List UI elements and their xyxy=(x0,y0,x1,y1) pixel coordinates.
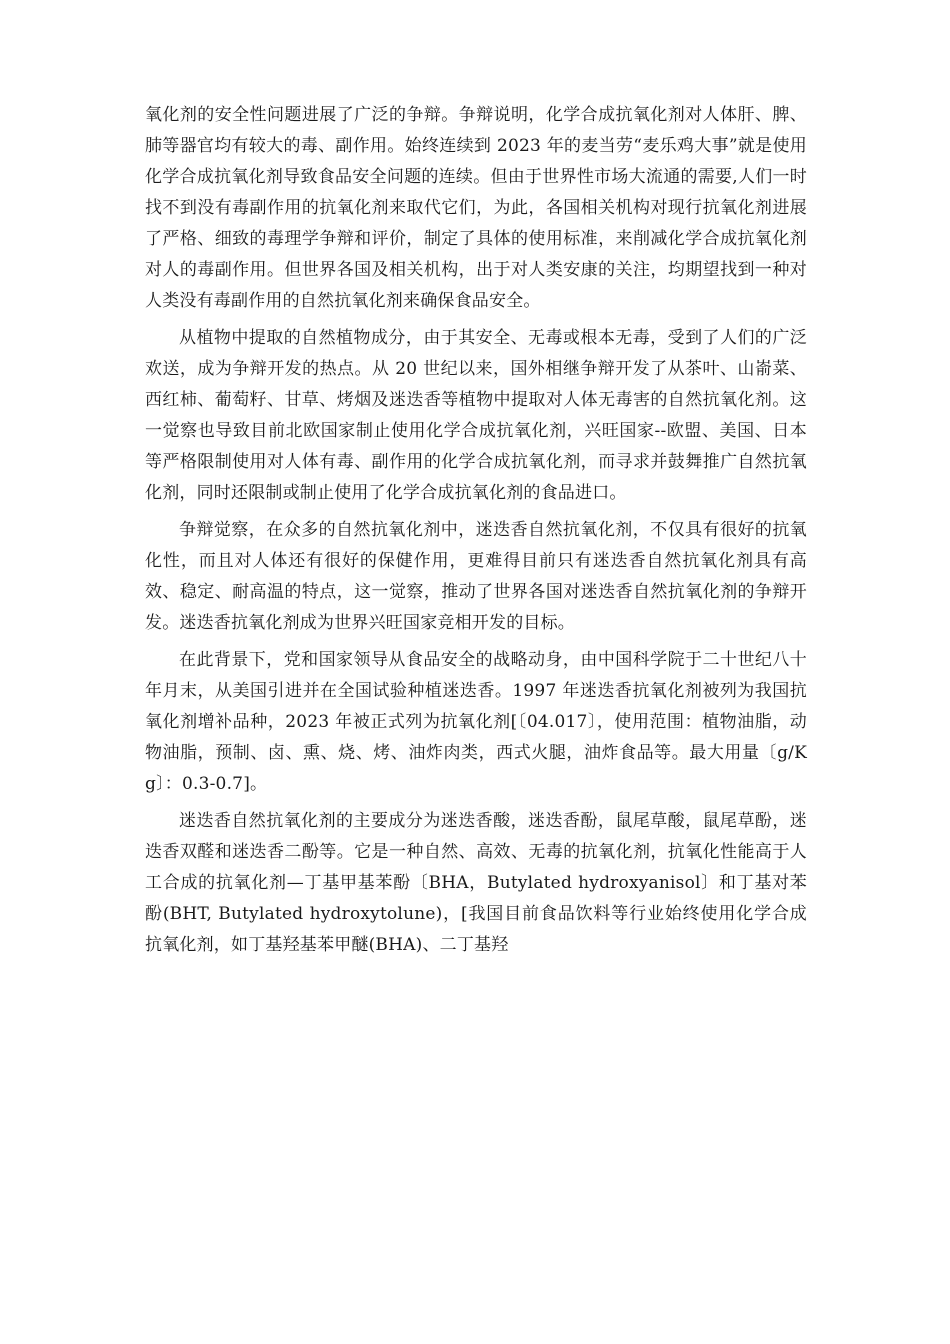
paragraph-3: 争辩觉察，在众多的自然抗氧化剂中，迷迭香自然抗氧化剂，不仅具有很好的抗氧化性，而且对人体还有很好的保健作用，更难得目前只有迷迭香自然抗氧化剂具有高效、稳定、耐高温的特点，这一觉察，推动了世界各国对迷迭香自然抗氧化剂的争辩开发。迷迭香抗氧化剂成为世界兴旺国家竞相开发的目标。 xyxy=(145,520,807,633)
paragraph-2: 从植物中提取的自然植物成分，由于其安全、无毒或根本无毒，受到了人们的广泛欢送，成为争辩开发的热点。从 20 世纪以来，国外相继争辩开发了从茶叶、山嵛菜、西红柿、葡萄籽、甘草、烤烟及迷迭香等植物中提取对人体无毒害的自然抗氧化剂。这一觉察也导致目前北欧国家制止使用化学合成抗氧化剂，兴旺国家--欧盟、美国、日本等严格限制使用对人体有毒、副作用的化学合成抗氧化剂，而寻求并鼓舞推广自然抗氧化剂，同时还限制或制止使用了化学合成抗氧化剂的食品进口。 xyxy=(145,328,807,503)
paragraph-4: 在此背景下，党和国家领导从食品安全的战略动身，由中国科学院于二十世纪八十年月末，从美国引进并在全国试验种植迷迭香。1997 年迷迭香抗氧化剂被列为我国抗氧化剂增补品种，2023 年被正式列为抗氧化剂[〔04.017〕，使用范围：植物油脂，动物油脂，预制、卤、熏、烧、烤、油炸肉类，西式火腿，油炸食品等。最大用量〔g/Kg〕：0.3-0.7]。 xyxy=(145,650,807,794)
paragraph-5: 迷迭香自然抗氧化剂的主要成分为迷迭香酸，迷迭香酚，鼠尾草酸，鼠尾草酚，迷迭香双醛和迷迭香二酚等。它是一种自然、高效、无毒的抗氧化剂，抗氧化性能高于人工合成的抗氧化剂—丁基甲基苯酚〔BHA，Butylated hydroxyanisol〕和丁基对苯酚(BHT, Butylated hydroxytolune)，[我国目前食品饮料等行业始终使用化学合成抗氧化剂，如丁基羟基苯甲醚(BHA)、二丁基羟 xyxy=(145,811,807,955)
document-body xyxy=(145,100,807,967)
paragraph-1: 氧化剂的安全性问题进展了广泛的争辩。争辩说明，化学合成抗氧化剂对人体肝、脾、肺等器官均有较大的毒、副作用。始终连续到 2023 年的麦当劳“麦乐鸡大事”就是使用化学合成抗氧化剂导致食品安全问题的连续。但由于世界性市场大流通的需要,人们一时找不到没有毒副作用的抗氧化剂来取代它们，为此，各国相关机构对现行抗氧化剂进展了严格、细致的毒理学争辩和评价，制定了具体的使用标准，来削减化学合成抗氧化剂对人的毒副作用。但世界各国及相关机构，出于对人类安康的关注，均期望找到一种对人类没有毒副作用的自然抗氧化剂来确保食品安全。 xyxy=(145,105,807,311)
